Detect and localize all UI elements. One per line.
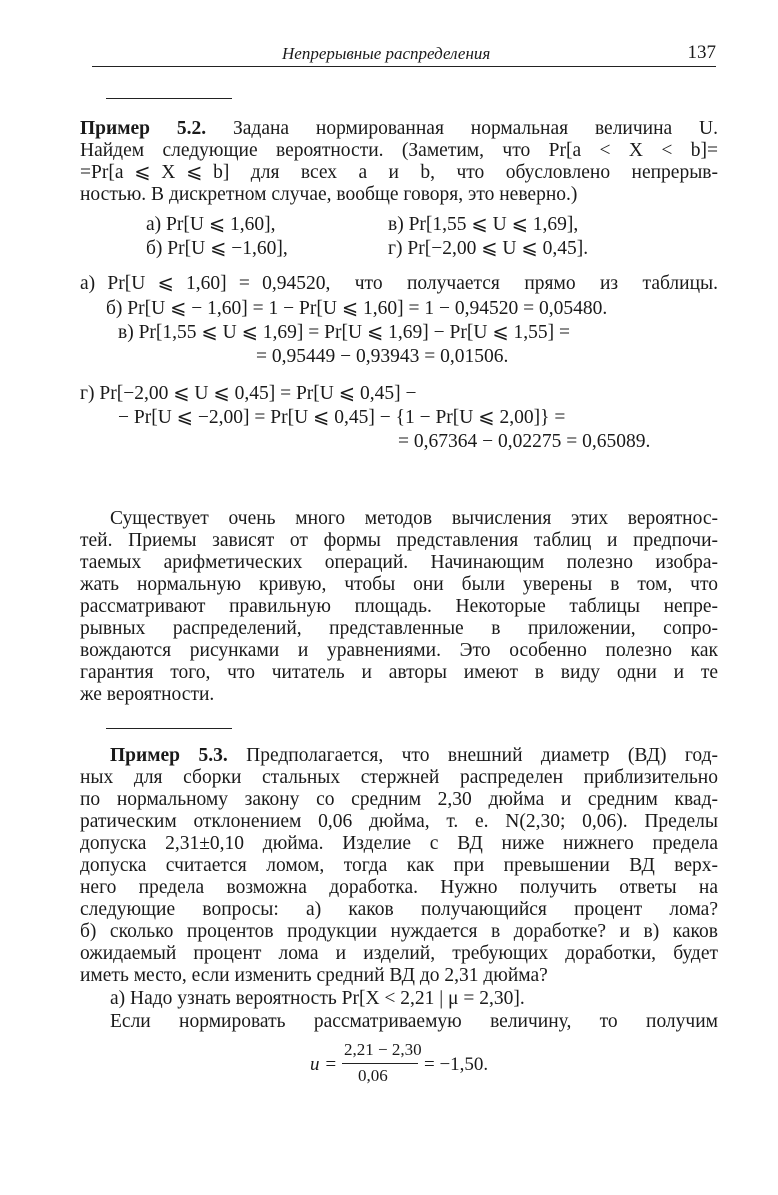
example-5-3-line: по нормальному закону со средним 2,30 дюйма и средним квад- xyxy=(80,789,718,810)
example-start-rule xyxy=(106,98,232,99)
formula-rhs: = −1,50. xyxy=(424,1054,489,1075)
example-5-2-label: Пример 5.2. xyxy=(80,118,207,139)
example-start-rule xyxy=(106,728,232,729)
step-a-line: а) Надо узнать вероятность Pr[X < 2,21 | μ = 2,30]. xyxy=(110,988,525,1009)
example-5-3-line: ратическим отклонением 0,06 дюйма, т. е. N(2,30; 0,06). Пределы xyxy=(80,811,718,832)
paragraph-line: рывных распределений, представленные в приложении, сопро- xyxy=(80,618,718,639)
formula-numerator: 2,21 − 2,30 xyxy=(344,1040,422,1059)
example-5-2-intro-line: Задана нормированная нормальная величина U. xyxy=(232,118,719,139)
step-normalize-line: Если нормировать рассматриваемую величину, то получим xyxy=(110,1011,718,1032)
header-rule xyxy=(92,66,716,67)
solution-g-line: = 0,67364 − 0,02275 = 0,65089. xyxy=(398,431,651,452)
formula-lhs: u = xyxy=(310,1054,338,1075)
example-5-3-label: Пример 5.3. xyxy=(110,745,228,766)
example-5-2-intro-line: =Pr[a ⩽ X ⩽ b] для всех a и b, что обусловлено непрерыв- xyxy=(80,162,718,183)
task-v: в) Pr[1,55 ⩽ U ⩽ 1,69], xyxy=(388,214,579,235)
task-a: а) Pr[U ⩽ 1,60], xyxy=(146,214,276,235)
paragraph-line: тей. Приемы зависят от формы представления таблиц и предпочи- xyxy=(80,530,718,551)
task-b: б) Pr[U ⩽ −1,60], xyxy=(146,238,288,259)
running-title: Непрерывные распределения xyxy=(282,44,491,63)
example-5-2-intro-line: Найдем следующие вероятности. (Заметим, что Pr[a < X < b]= xyxy=(80,140,718,161)
example-5-3-line: ных для сборки стальных стержней распределен приблизительно xyxy=(80,767,718,788)
paragraph-line: же вероятности. xyxy=(80,684,215,705)
fraction-bar xyxy=(342,1063,418,1064)
solution-v-line: в) Pr[1,55 ⩽ U ⩽ 1,69] = Pr[U ⩽ 1,69] − Pr[U ⩽ 1,55] = xyxy=(118,322,571,343)
example-5-3-line: допуска считается ломом, тогда как при превышении ВД верх- xyxy=(80,855,718,876)
formula-denominator: 0,06 xyxy=(358,1066,388,1085)
solution-g-line: г) Pr[−2,00 ⩽ U ⩽ 0,45] = Pr[U ⩽ 0,45] − xyxy=(80,383,417,404)
example-5-2-first-line xyxy=(80,118,718,140)
example-5-3-line: иметь место, если изменить средний ВД до 2,31 дюйма? xyxy=(80,965,548,986)
example-5-3-line: допуска 2,31±0,10 дюйма. Изделие с ВД ниже нижнего предела xyxy=(80,833,718,854)
paragraph-line: таемых арифметических операций. Начинающим полезно изобра- xyxy=(80,552,718,573)
example-5-3-line: Предполагается, что внешний диаметр (ВД) год- xyxy=(246,745,718,766)
paragraph-line: Существует очень много методов вычисления этих вероятнос- xyxy=(110,508,718,529)
task-g: г) Pr[−2,00 ⩽ U ⩽ 0,45]. xyxy=(388,238,589,259)
example-5-3-first-line xyxy=(110,745,718,767)
paragraph-line: рассматривают правильную площадь. Некоторые таблицы непре- xyxy=(80,596,718,617)
solution-b: б) Pr[U ⩽ − 1,60] = 1 − Pr[U ⩽ 1,60] = 1 − 0,94520 = 0,05480. xyxy=(106,298,608,319)
page-header xyxy=(92,42,716,66)
normalization-formula xyxy=(310,1040,610,1088)
paragraph-line: вождаются рисунками и уравнениями. Это особенно полезно как xyxy=(80,640,718,661)
solution-v-line: = 0,95449 − 0,93943 = 0,01506. xyxy=(256,346,509,367)
solution-g-line: − Pr[U ⩽ −2,00] = Pr[U ⩽ 0,45] − {1 − Pr[U ⩽ 2,00]} = xyxy=(118,407,566,428)
paragraph-line: гарантия того, что читатель и авторы имеют в виду одни и те xyxy=(80,662,718,683)
example-5-3-line: следующие вопросы: а) каков получающийся процент лома? xyxy=(80,899,718,920)
solution-a: а) Pr[U ⩽ 1,60] = 0,94520, что получается прямо из таблицы. xyxy=(80,273,718,294)
example-5-3-line: него предела возможна доработка. Нужно получить ответы на xyxy=(80,877,718,898)
paragraph-line: жать нормальную кривую, чтобы они были уверены в том, что xyxy=(80,574,718,595)
example-5-3-line: ожидаемый процент лома и изделий, требующих доработки, будет xyxy=(80,943,718,964)
example-5-3-line: б) сколько процентов продукции нуждается в доработке? и в) каков xyxy=(80,921,718,942)
example-5-2-intro-line: ностью. В дискретном случае, вообще говоря, это неверно.) xyxy=(80,184,578,205)
page-number: 137 xyxy=(687,42,716,63)
